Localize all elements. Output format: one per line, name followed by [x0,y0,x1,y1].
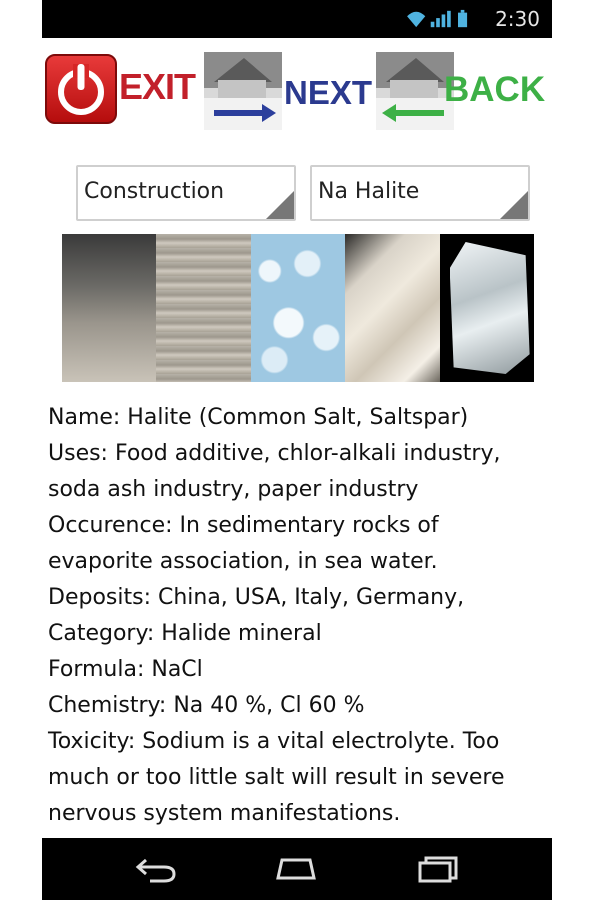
description-line: evaporite association, in sea water. [48,549,438,574]
phone-screen [42,0,552,900]
exit-label: EXIT [119,66,196,107]
battery-icon [458,10,467,27]
dropdown-corner-icon [500,191,528,219]
description-line: soda ash industry, paper industry [48,477,419,502]
dropdown-corner-icon [266,191,294,219]
recent-apps-nav-icon[interactable] [414,854,462,884]
status-icons [402,9,474,29]
house-arrow-right-icon [204,52,282,130]
mineral-spinner-value: Na Halite [318,179,420,204]
description-line: Name: Halite (Common Salt, Saltspar) [48,405,469,430]
category-spinner[interactable] [76,165,296,221]
description-line: Formula: NaCl [48,657,203,682]
back-label: BACK [444,70,546,109]
description-line: Deposits: China, USA, Italy, Germany, [48,585,465,610]
category-spinner-value: Construction [84,179,225,204]
halite-crystal-image [440,234,534,382]
wifi-icon [407,12,425,27]
next-label: NEXT [284,74,373,111]
description-line: Category: Halide mineral [48,621,322,646]
description-line: Uses: Food additive, chlor-alkali industry, [48,441,501,466]
clock: 2:30 [495,7,540,31]
next-button[interactable] [204,52,372,132]
exit-button[interactable] [45,52,200,126]
mineral-spinner[interactable] [310,165,530,221]
mineral-image-strip [62,234,534,382]
navigation-bar [42,838,552,900]
toolbar [42,52,552,132]
mineral-description [48,400,552,832]
halite-cubes-image [345,234,439,382]
house-arrow-left-icon [376,52,454,130]
description-line: Chemistry: Na 40 %, Cl 60 % [48,693,365,718]
back-nav-icon[interactable] [132,854,180,884]
power-icon [45,54,117,124]
rock-salt-layers-image [156,234,250,382]
signal-icon [431,11,451,27]
back-button[interactable] [376,52,546,132]
home-nav-icon[interactable] [272,854,320,884]
status-bar [42,0,552,38]
description-line: Occurence: In sedimentary rocks of [48,513,439,538]
halite-crust-image [251,234,345,382]
description-line: much or too little salt will result in severe [48,765,505,790]
description-line: Toxicity: Sodium is a vital electrolyte. Too [48,729,500,754]
salt-mine-image [62,234,156,382]
description-line: nervous system manifestations. [48,801,401,826]
